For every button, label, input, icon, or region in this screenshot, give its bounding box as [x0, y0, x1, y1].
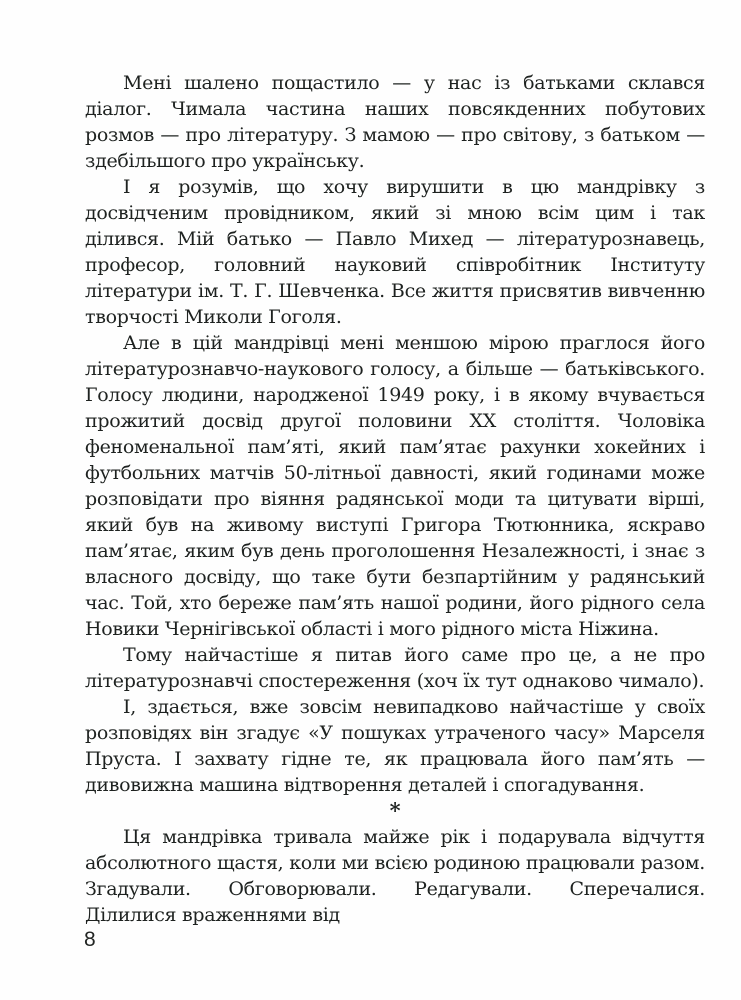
paragraph: Ця мандрівка тривала майже рік і подарувала відчуття абсолютного щастя, коли ми всією родиною працювали разом. Згадували. Обговорювали. Редагували. Сперечалися. Ділилися враженнями від	[85, 826, 705, 926]
section-separator-asterisk: *	[389, 798, 401, 823]
page-number: 8	[84, 928, 96, 951]
paragraph: Тому найчастіше я питав його саме про це, а не про літературознавчі спостереження (хоч їх тут однаково чимало).	[85, 644, 705, 692]
paragraph: І я розумів, що хочу вирушити в цю мандрівку з досвідченим провідником, який зі мною всім цим і так ділився. Мій батько — Павло Михед — літературознавець, професор, головний науковий співробітник Інституту літератури ім. Т. Г. Шевченка. Все життя присвятив вивченню творчості Миколи Гоголя.	[85, 176, 705, 328]
paragraph: Але в цій мандрівці мені меншою мірою праглося його літературознавчо-наукового голосу, а більше — батьківського. Голосу людини, народженої 1949 року, і в якому вчувається прожитий досвід другої половини XX століття. Чоловіка феноменальної пам’яті, який пам’ятає рахунки хокейних і футбольних матчів 50-літньої давності, який годинами може розповідати про віяння радянської моди та цитувати вірші, який був на живому виступі Григора Тютюнника, яскраво пам’ятає, яким був день проголошення Незалежності, і знає з власного досвіду, що таке бути безпартійним у радянський час. Той, хто береже пам’ять нашої родини, його рідного села Новики Чернігівської області і мого рідного міста Ніжина.	[85, 332, 705, 640]
paragraph: І, здається, вже зовсім невипадково найчастіше у своїх розповідях він згадує «У пошуках утраченого часу» Марселя Пруста. І захвату гідне те, як працювала його пам’ять — дивовижна машина відтворення деталей і спогадування.	[85, 696, 705, 796]
text-block	[85, 70, 705, 928]
paragraph: Мені шалено пощастило — у нас із батьками склався діалог. Чимала частина наших повсякденних побутових розмов — про літературу. З мамою — про світову, з батьком — здебільшого про українську.	[85, 72, 705, 172]
